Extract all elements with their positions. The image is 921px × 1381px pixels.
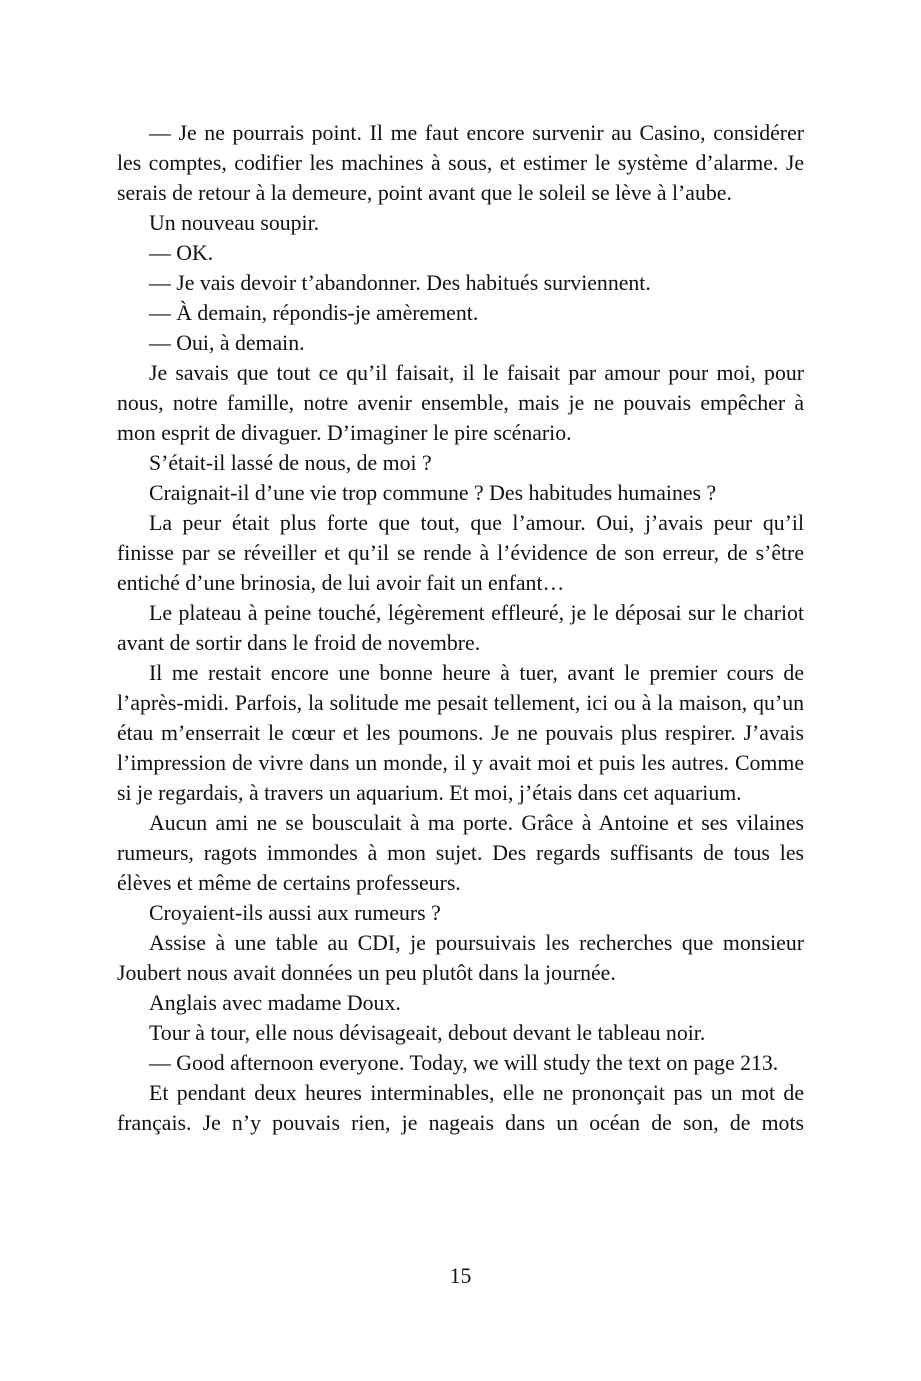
- paragraph: La peur était plus forte que tout, que l’amour. Oui, j’avais peur qu’il finisse par se réveiller et qu’il se rende à l’évidence de son erreur, de s’être entiché d’une brinosia, de lui avoir fait un enfant…: [117, 511, 804, 595]
- page-number: 15: [449, 1264, 472, 1288]
- paragraph: — À demain, répondis-je amèrement.: [149, 301, 479, 325]
- paragraph: Croyaient-ils aussi aux rumeurs ?: [149, 901, 441, 925]
- paragraph: Le plateau à peine touché, légèrement effleuré, je le déposai sur le chariot avant de sortir dans le froid de novembre.: [117, 601, 804, 655]
- paragraph: — Oui, à demain.: [149, 331, 305, 355]
- paragraph: Aucun ami ne se bousculait à ma porte. Grâce à Antoine et ses vilaines rumeurs, ragots immondes à mon sujet. Des regards suffisants de tous les élèves et même de certains professeurs.: [117, 811, 804, 895]
- paragraph: Je savais que tout ce qu’il faisait, il le faisait par amour pour moi, pour nous, notre famille, notre avenir ensemble, mais je ne pouvais empêcher à mon esprit de divaguer. D’imaginer le pire scénario.: [117, 361, 804, 445]
- paragraph: Craignait-il d’une vie trop commune ? Des habitudes humaines ?: [149, 481, 717, 505]
- paragraph: S’était-il lassé de nous, de moi ?: [149, 451, 432, 475]
- paragraph: Assise à une table au CDI, je poursuivais les recherches que monsieur Joubert nous avait données un peu plutôt dans la journée.: [117, 931, 804, 985]
- paragraph: — Good afternoon everyone. Today, we will study the text on page 213.: [149, 1051, 779, 1075]
- paragraph: Un nouveau soupir.: [149, 211, 320, 235]
- paragraph: — OK.: [149, 241, 214, 265]
- paragraph: — Je vais devoir t’abandonner. Des habitués surviennent.: [149, 271, 651, 295]
- page-text-body: [117, 118, 804, 1138]
- paragraph: Anglais avec madame Doux.: [149, 991, 401, 1015]
- paragraph: — Je ne pourrais point. Il me faut encore survenir au Casino, considérer les comptes, codifier les machines à sous, et estimer le système d’alarme. Je serais de retour à la demeure, point avant que le soleil se lève à l’aube.: [117, 121, 804, 205]
- paragraph: Et pendant deux heures interminables, elle ne prononçait pas un mot de français. Je n’y pouvais rien, je nageais dans un océan de son, de mots: [117, 1081, 804, 1135]
- paragraph: Tour à tour, elle nous dévisageait, debout devant le tableau noir.: [149, 1021, 706, 1045]
- paragraph: Il me restait encore une bonne heure à tuer, avant le premier cours de l’après-midi. Parfois, la solitude me pesait tellement, ici ou à la maison, qu’un étau m’enserrait le cœur et les poumons. Je ne pouvais plus respirer. J’avais l’impression de vivre dans un monde, il y avait moi et puis les autres. Comme si je regardais, à travers un aquarium. Et moi, j’étais dans cet aquarium.: [117, 661, 804, 805]
